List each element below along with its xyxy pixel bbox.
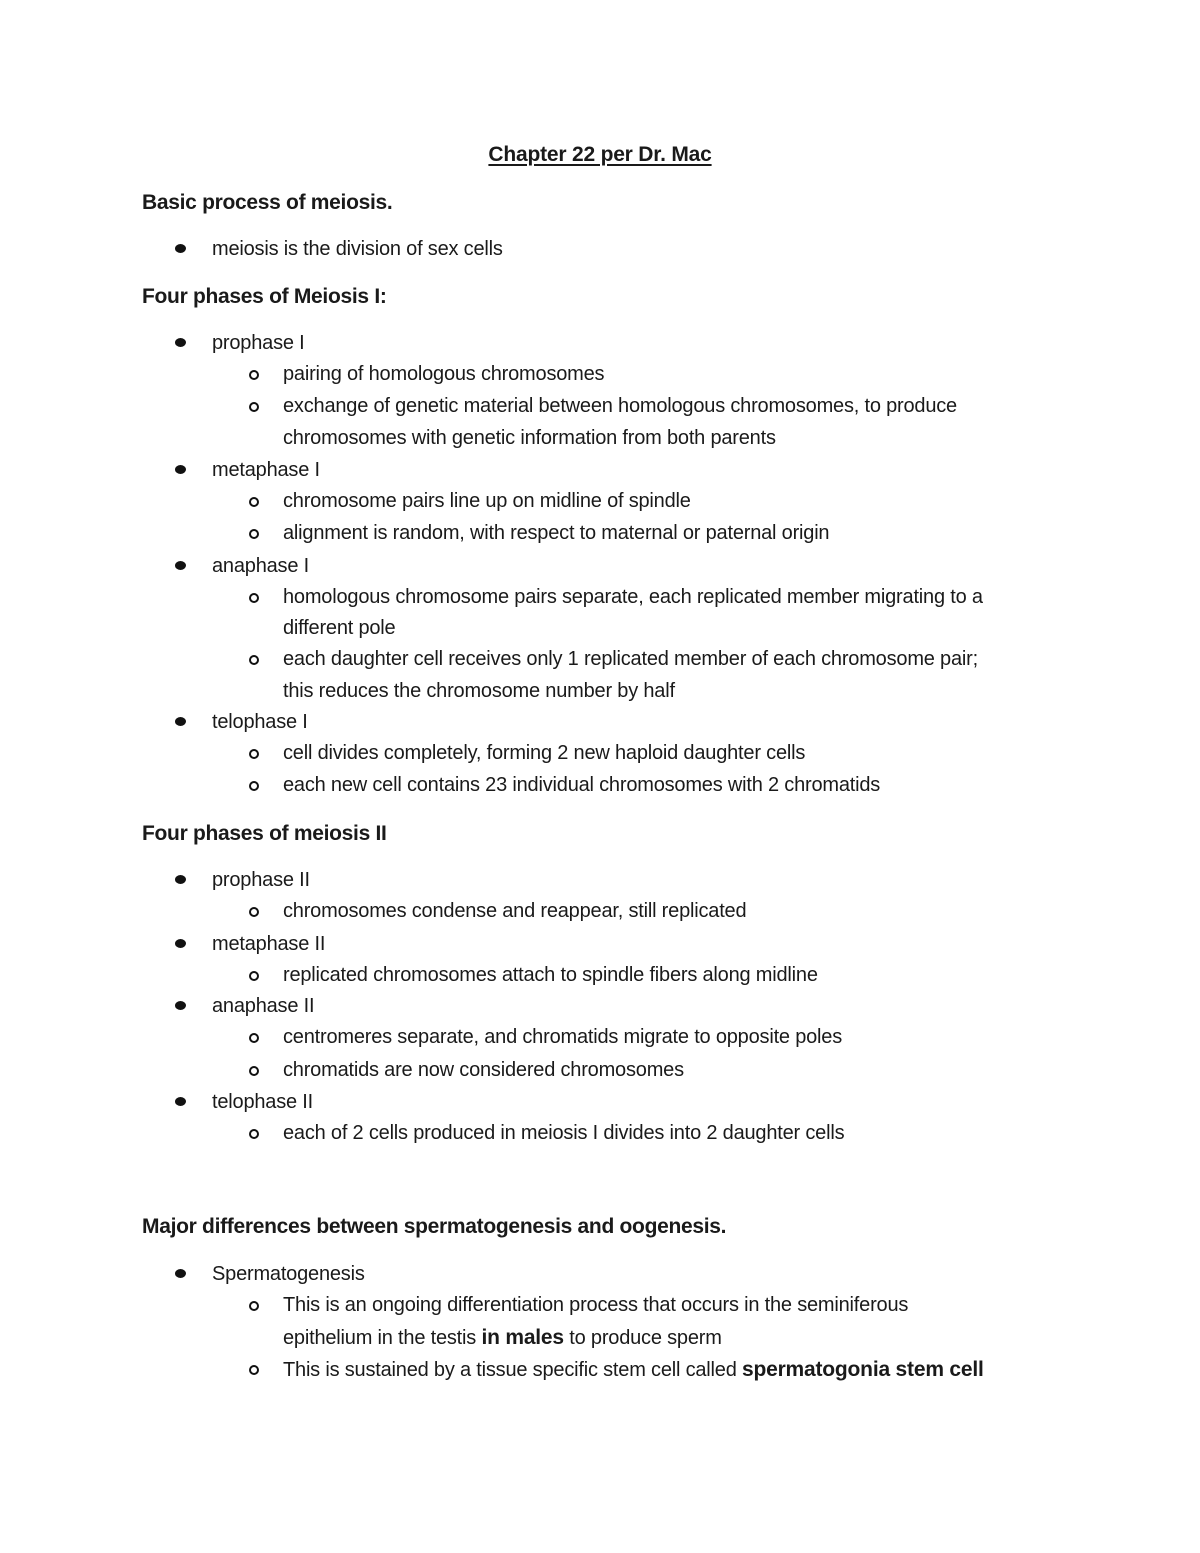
bullet-icon: [175, 1269, 186, 1278]
list-item: prophase I: [212, 332, 305, 354]
list-item: metaphase II: [212, 933, 326, 955]
bullet-icon: [175, 939, 186, 948]
sub-list-item: exchange of genetic material between homologous chromosomes, to produce: [283, 395, 957, 417]
sub-list-item-continuation: chromosomes with genetic information from both parents: [283, 427, 776, 449]
sub-list-item: replicated chromosomes attach to spindle fibers along midline: [283, 964, 818, 986]
circle-bullet-icon: [249, 907, 259, 917]
page-title: Chapter 22 per Dr. Mac: [488, 143, 712, 166]
circle-bullet-icon: [249, 1129, 259, 1139]
text-segment: to produce sperm: [563, 1327, 722, 1349]
sub-list-item: This is an ongoing differentiation process that occurs in the seminiferous: [283, 1294, 909, 1316]
list-item: anaphase II: [212, 995, 315, 1017]
circle-bullet-icon: [249, 1033, 259, 1043]
circle-bullet-icon: [249, 655, 259, 665]
sub-list-item: chromosomes condense and reappear, still replicated: [283, 900, 747, 922]
circle-bullet-icon: [249, 370, 259, 380]
circle-bullet-icon: [249, 1066, 259, 1076]
section-heading-meiosis-1: Four phases of Meiosis I:: [142, 285, 387, 308]
circle-bullet-icon: [249, 1365, 259, 1375]
circle-bullet-icon: [249, 749, 259, 759]
sub-list-item-continuation: different pole: [283, 617, 396, 639]
list-item: anaphase I: [212, 555, 309, 577]
sub-list-item: chromosome pairs line up on midline of spindle: [283, 490, 691, 512]
list-item: meiosis is the division of sex cells: [212, 238, 503, 260]
sub-list-item: centromeres separate, and chromatids migrate to opposite poles: [283, 1026, 843, 1048]
list-item: prophase II: [212, 869, 310, 891]
bullet-icon: [175, 1097, 186, 1106]
bullet-icon: [175, 717, 186, 726]
bullet-icon: [175, 244, 186, 253]
list-item: Spermatogenesis: [212, 1263, 365, 1285]
sub-list-item: homologous chromosome pairs separate, each replicated member migrating to a: [283, 586, 983, 608]
list-item: telophase I: [212, 711, 308, 733]
section-heading-basic: Basic process of meiosis.: [142, 191, 393, 214]
sub-list-item: cell divides completely, forming 2 new haploid daughter cells: [283, 742, 806, 764]
list-item: telophase II: [212, 1091, 314, 1113]
sub-list-item: each new cell contains 23 individual chromosomes with 2 chromatids: [283, 774, 881, 796]
circle-bullet-icon: [249, 497, 259, 507]
bullet-icon: [175, 561, 186, 570]
sub-list-item-continuation: this reduces the chromosome number by half: [283, 680, 675, 702]
circle-bullet-icon: [249, 1301, 259, 1311]
section-heading-differences: Major differences between spermatogenesis and oogenesis.: [142, 1215, 727, 1238]
sub-list-item: alignment is random, with respect to maternal or paternal origin: [283, 522, 830, 544]
circle-bullet-icon: [249, 781, 259, 791]
bullet-icon: [175, 875, 186, 884]
text-segment: This is sustained by a tissue specific stem cell called: [283, 1359, 742, 1381]
list-item: metaphase I: [212, 459, 320, 481]
sub-list-item: pairing of homologous chromosomes: [283, 363, 605, 385]
circle-bullet-icon: [249, 971, 259, 981]
circle-bullet-icon: [249, 593, 259, 603]
bullet-icon: [175, 1001, 186, 1010]
text-segment: epithelium in the testis: [283, 1327, 482, 1349]
circle-bullet-icon: [249, 402, 259, 412]
bullet-icon: [175, 465, 186, 474]
sub-list-item: chromatids are now considered chromosomes: [283, 1059, 684, 1081]
sub-list-item: each daughter cell receives only 1 replicated member of each chromosome pair;: [283, 648, 978, 670]
bullet-icon: [175, 338, 186, 347]
circle-bullet-icon: [249, 529, 259, 539]
section-heading-meiosis-2: Four phases of meiosis II: [142, 822, 387, 845]
sub-list-item: [283, 1358, 984, 1382]
emphasis-text: spermatogonia stem cell: [742, 1358, 984, 1381]
sub-list-item: each of 2 cells produced in meiosis I divides into 2 daughter cells: [283, 1122, 845, 1144]
emphasis-text: in males: [481, 1326, 564, 1349]
sub-list-item-continuation: [283, 1326, 722, 1350]
